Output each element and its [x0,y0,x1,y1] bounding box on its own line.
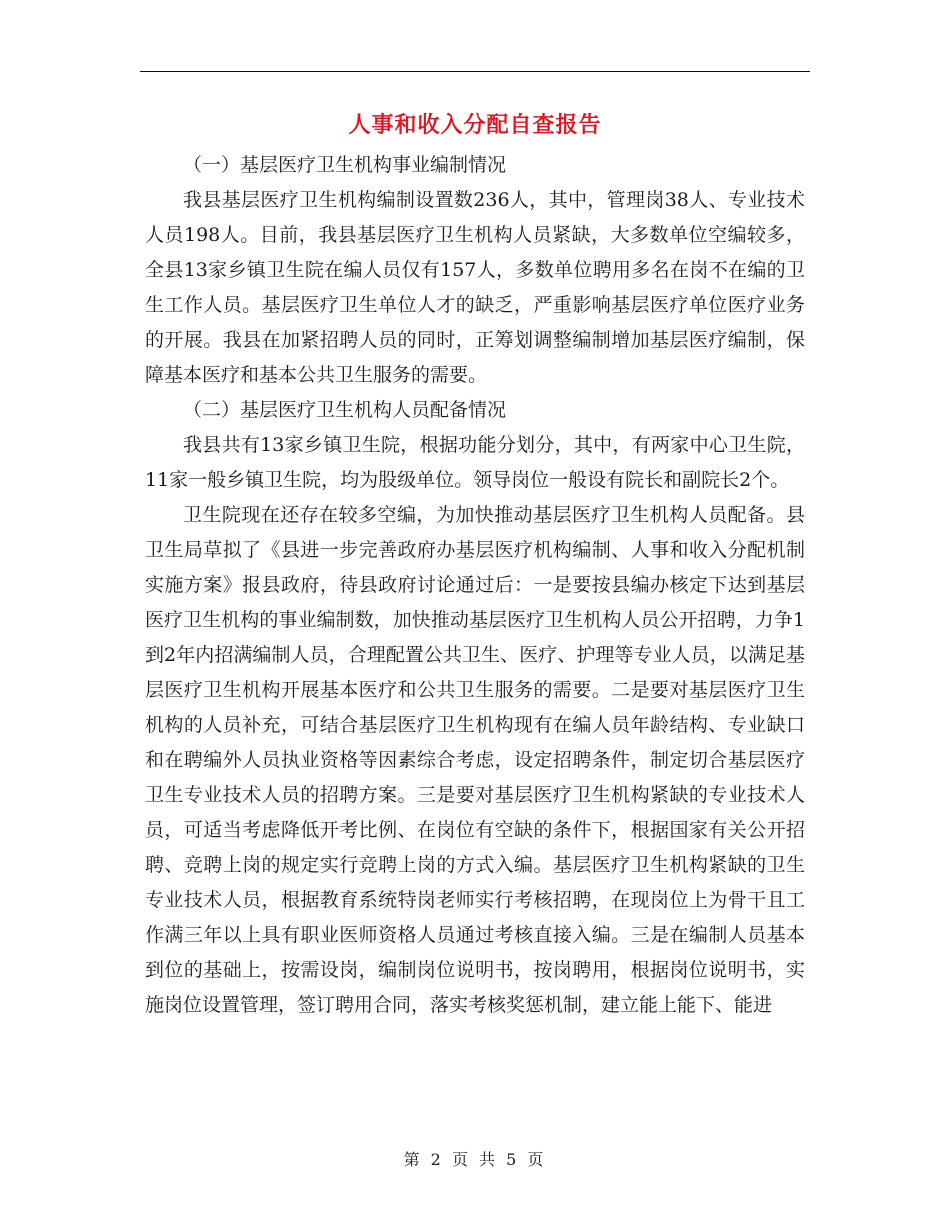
document-body [145,148,805,1023]
paragraph-2: 我县共有13家乡镇卫生院，根据功能分划分，其中，有两家中心卫生院，11家一般乡镇卫生院，均为股级单位。领导岗位一般设有院长和副院长2个。 [145,434,805,491]
section-heading-1: （一）基层医疗卫生机构事业编制情况 [183,154,507,176]
section-heading-2: （二）基层医疗卫生机构人员配备情况 [183,399,507,421]
paragraph-1: 我县基层医疗卫生机构编制设置数236人，其中，管理岗38人、专业技术人员198人。目前，我县基层医疗卫生机构人员紧缺，大多数单位空编较多，全县13家乡镇卫生院在编人员仅有157人，多数单位聘用多名在岗不在编的卫生工作人员。基层医疗卫生单位人才的缺乏，严重影响基层医疗单位医疗业务的开展。我县在加紧招聘人员的同时，正筹划调整编制增加基层医疗编制，保障基本医疗和基本公共卫生服务的需要。 [145,189,805,386]
paragraph-3: 卫生院现在还存在较多空编，为加快推动基层医疗卫生机构人员配备。县卫生局草拟了《县进一步完善政府办基层医疗机构编制、人事和收入分配机制实施方案》报县政府，待县政府讨论通过后：一是要按县编办核定下达到基层医疗卫生机构的事业编制数，加快推动基层医疗卫生机构人员公开招聘，力争1到2年内招满编制人员，合理配置公共卫生、医疗、护理等专业人员，以满足基层医疗卫生机构开展基本医疗和公共卫生服务的需要。二是要对基层医疗卫生机构的人员补充，可结合基层医疗卫生机构现有在编人员年龄结构、专业缺口和在聘编外人员执业资格等因素综合考虑，设定招聘条件，制定切合基层医疗卫生专业技术人员的招聘方案。三是要对基层医疗卫生机构紧缺的专业技术人员，可适当考虑降低开考比例、在岗位有空缺的条件下，根据国家有关公开招聘、竞聘上岗的规定实行竞聘上岗的方式入编。基层医疗卫生机构紧缺的卫生专业技术人员，根据教育系统特岗老师实行考核招聘，在现岗位上为骨干且工作满三年以上具有职业医师资格人员通过考核直接入编。三是在编制人员基本到位的基础上，按需设岗，编制岗位说明书，按岗聘用，根据岗位说明书，实施岗位设置管理，签订聘用合同，落实考核奖惩机制，建立能上能下、能进 [145,504,805,1016]
page-footer: 第 2 页 共 5 页 [403,1150,547,1169]
document-title: 人事和收入分配自查报告 [348,112,602,138]
header-rule [140,71,810,72]
